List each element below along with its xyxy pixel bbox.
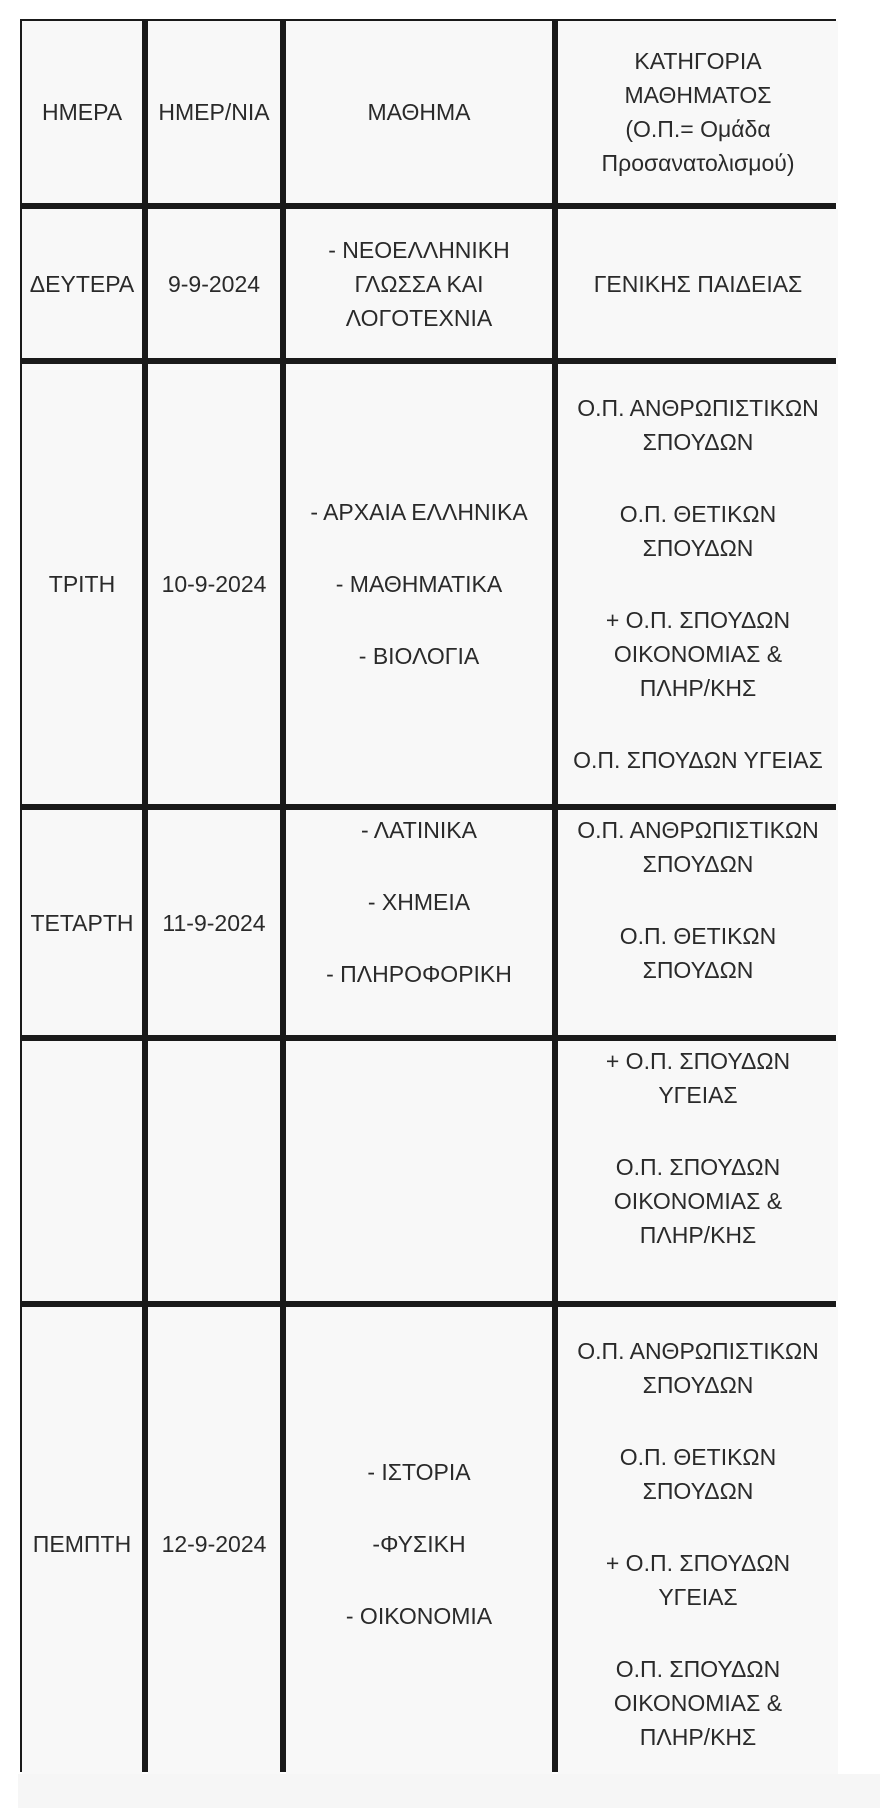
category-line: ΣΠΟΥΔΩΝ: [642, 851, 754, 877]
header-category-line: Προσανατολισμού): [601, 150, 795, 176]
category-line: ΥΓΕΙΑΣ: [658, 1082, 738, 1108]
category-line: ΣΠΟΥΔΩΝ: [642, 957, 754, 983]
row-monday-category: [558, 209, 838, 358]
category-line: Ο.Π. ΘΕΤΙΚΩΝ: [619, 501, 777, 527]
row-tuesday-category: [558, 364, 838, 804]
subject-item: - ΛΑΤΙΝΙΚΑ: [361, 817, 477, 843]
row-tuesday-day: [22, 364, 142, 804]
date-label: 10-9-2024: [161, 571, 267, 597]
row-continuation-date: [148, 1041, 280, 1301]
subject-item: - ΙΣΤΟΡΙΑ: [367, 1458, 471, 1485]
subject-item: - ΑΡΧΑΙΑ ΕΛΛΗΝΙΚΑ: [310, 499, 528, 525]
day-label: ΤΕΤΑΡΤΗ: [30, 909, 134, 936]
category-line: ΣΠΟΥΔΩΝ: [642, 1371, 754, 1398]
subject-line: - ΝΕΟΕΛΛΗΝΙΚΗ: [328, 236, 510, 263]
subject-item: - ΒΙΟΛΟΓΙΑ: [358, 643, 480, 669]
header-date: [148, 21, 280, 203]
day-label: ΠΕΜΠΤΗ: [32, 1530, 132, 1557]
exam-schedule-table: [20, 19, 836, 1772]
category-line: ΣΠΟΥΔΩΝ: [642, 535, 754, 561]
header-subject-label: ΜΑΘΗΜΑ: [367, 99, 471, 125]
row-thursday-day: [22, 1307, 142, 1780]
subject-item: - ΧΗΜΕΙΑ: [367, 889, 471, 915]
row-wednesday-category: [558, 810, 838, 1035]
category-line: + Ο.Π. ΣΠΟΥΔΩΝ: [605, 1549, 791, 1576]
row-wednesday-day: [22, 810, 142, 1035]
subject-item: - ΜΑΘΗΜΑΤΙΚΑ: [335, 571, 503, 597]
category-line: ΠΛΗΡ/ΚΗΣ: [639, 1222, 757, 1248]
row-thursday-subject: [286, 1307, 552, 1780]
category-line: ΠΛΗΡ/ΚΗΣ: [639, 675, 757, 701]
day-label: ΤΡΙΤΗ: [48, 571, 116, 597]
category-line: ΟΙΚΟΝΟΜΙΑΣ &: [613, 1188, 783, 1214]
category-line: ΣΠΟΥΔΩΝ: [642, 429, 754, 455]
header-category-line: ΚΑΤΗΓΟΡΙΑ: [634, 48, 762, 74]
header-date-label: ΗΜΕΡ/ΝΙΑ: [158, 99, 270, 125]
header-day-label: ΗΜΕΡΑ: [41, 99, 123, 125]
category-line: Ο.Π. ΑΝΘΡΩΠΙΣΤΙΚΩΝ: [577, 1337, 819, 1364]
category-line: ΣΠΟΥΔΩΝ: [642, 1477, 754, 1504]
header-category-line: ΜΑΘΗΜΑΤΟΣ: [624, 82, 772, 108]
category-line: Ο.Π. ΑΝΘΡΩΠΙΣΤΙΚΩΝ: [577, 817, 819, 843]
header-subject: [286, 21, 552, 203]
subject-item: -ΦΥΣΙΚΗ: [372, 1530, 466, 1557]
category-line: Ο.Π. ΣΠΟΥΔΩΝ: [615, 1655, 781, 1682]
row-monday-subject: [286, 209, 552, 358]
category-line: ΥΓΕΙΑΣ: [658, 1583, 738, 1610]
category-line: Ο.Π. ΘΕΤΙΚΩΝ: [619, 1443, 777, 1470]
category-line: ΓΕΝΙΚΗΣ ΠΑΙΔΕΙΑΣ: [593, 270, 803, 297]
subject-item: - ΠΛΗΡΟΦΟΡΙΚΗ: [326, 961, 512, 987]
header-day: [22, 21, 142, 203]
category-line: + Ο.Π. ΣΠΟΥΔΩΝ: [605, 607, 791, 633]
subject-item: - ΟΙΚΟΝΟΜΙΑ: [345, 1602, 493, 1629]
category-line: Ο.Π. ΑΝΘΡΩΠΙΣΤΙΚΩΝ: [577, 395, 819, 421]
row-wednesday-subject: [286, 810, 552, 1035]
row-monday-day: [22, 209, 142, 358]
category-line: ΟΙΚΟΝΟΜΙΑΣ &: [613, 1689, 783, 1716]
category-line: Ο.Π. ΣΠΟΥΔΩΝ: [615, 1154, 781, 1180]
category-line: Ο.Π. ΘΕΤΙΚΩΝ: [619, 923, 777, 949]
subject-line: ΛΟΓΟΤΕΧΝΙΑ: [345, 304, 493, 331]
row-continuation-category: [558, 1041, 838, 1301]
row-wednesday-date: [148, 810, 280, 1035]
row-tuesday-date: [148, 364, 280, 804]
category-line: ΠΛΗΡ/ΚΗΣ: [639, 1723, 757, 1750]
row-continuation-day: [22, 1041, 142, 1301]
header-category-line: (Ο.Π.= Ομάδα: [625, 116, 771, 142]
row-monday-date: [148, 209, 280, 358]
date-label: 12-9-2024: [161, 1530, 267, 1557]
row-continuation-subject: [286, 1041, 552, 1301]
footer-strip: [18, 1774, 880, 1808]
subject-line: ΓΛΩΣΣΑ ΚΑΙ: [354, 270, 484, 297]
row-thursday-category: [558, 1307, 838, 1780]
day-label: ΔΕΥΤΕΡΑ: [29, 270, 135, 297]
date-label: 9-9-2024: [167, 270, 261, 297]
category-line: ΟΙΚΟΝΟΜΙΑΣ &: [613, 641, 783, 667]
category-line: + Ο.Π. ΣΠΟΥΔΩΝ: [605, 1048, 791, 1074]
row-tuesday-subject: [286, 364, 552, 804]
category-line: Ο.Π. ΣΠΟΥΔΩΝ ΥΓΕΙΑΣ: [573, 747, 823, 773]
row-thursday-date: [148, 1307, 280, 1780]
date-label: 11-9-2024: [162, 909, 266, 936]
header-category: [558, 21, 838, 203]
